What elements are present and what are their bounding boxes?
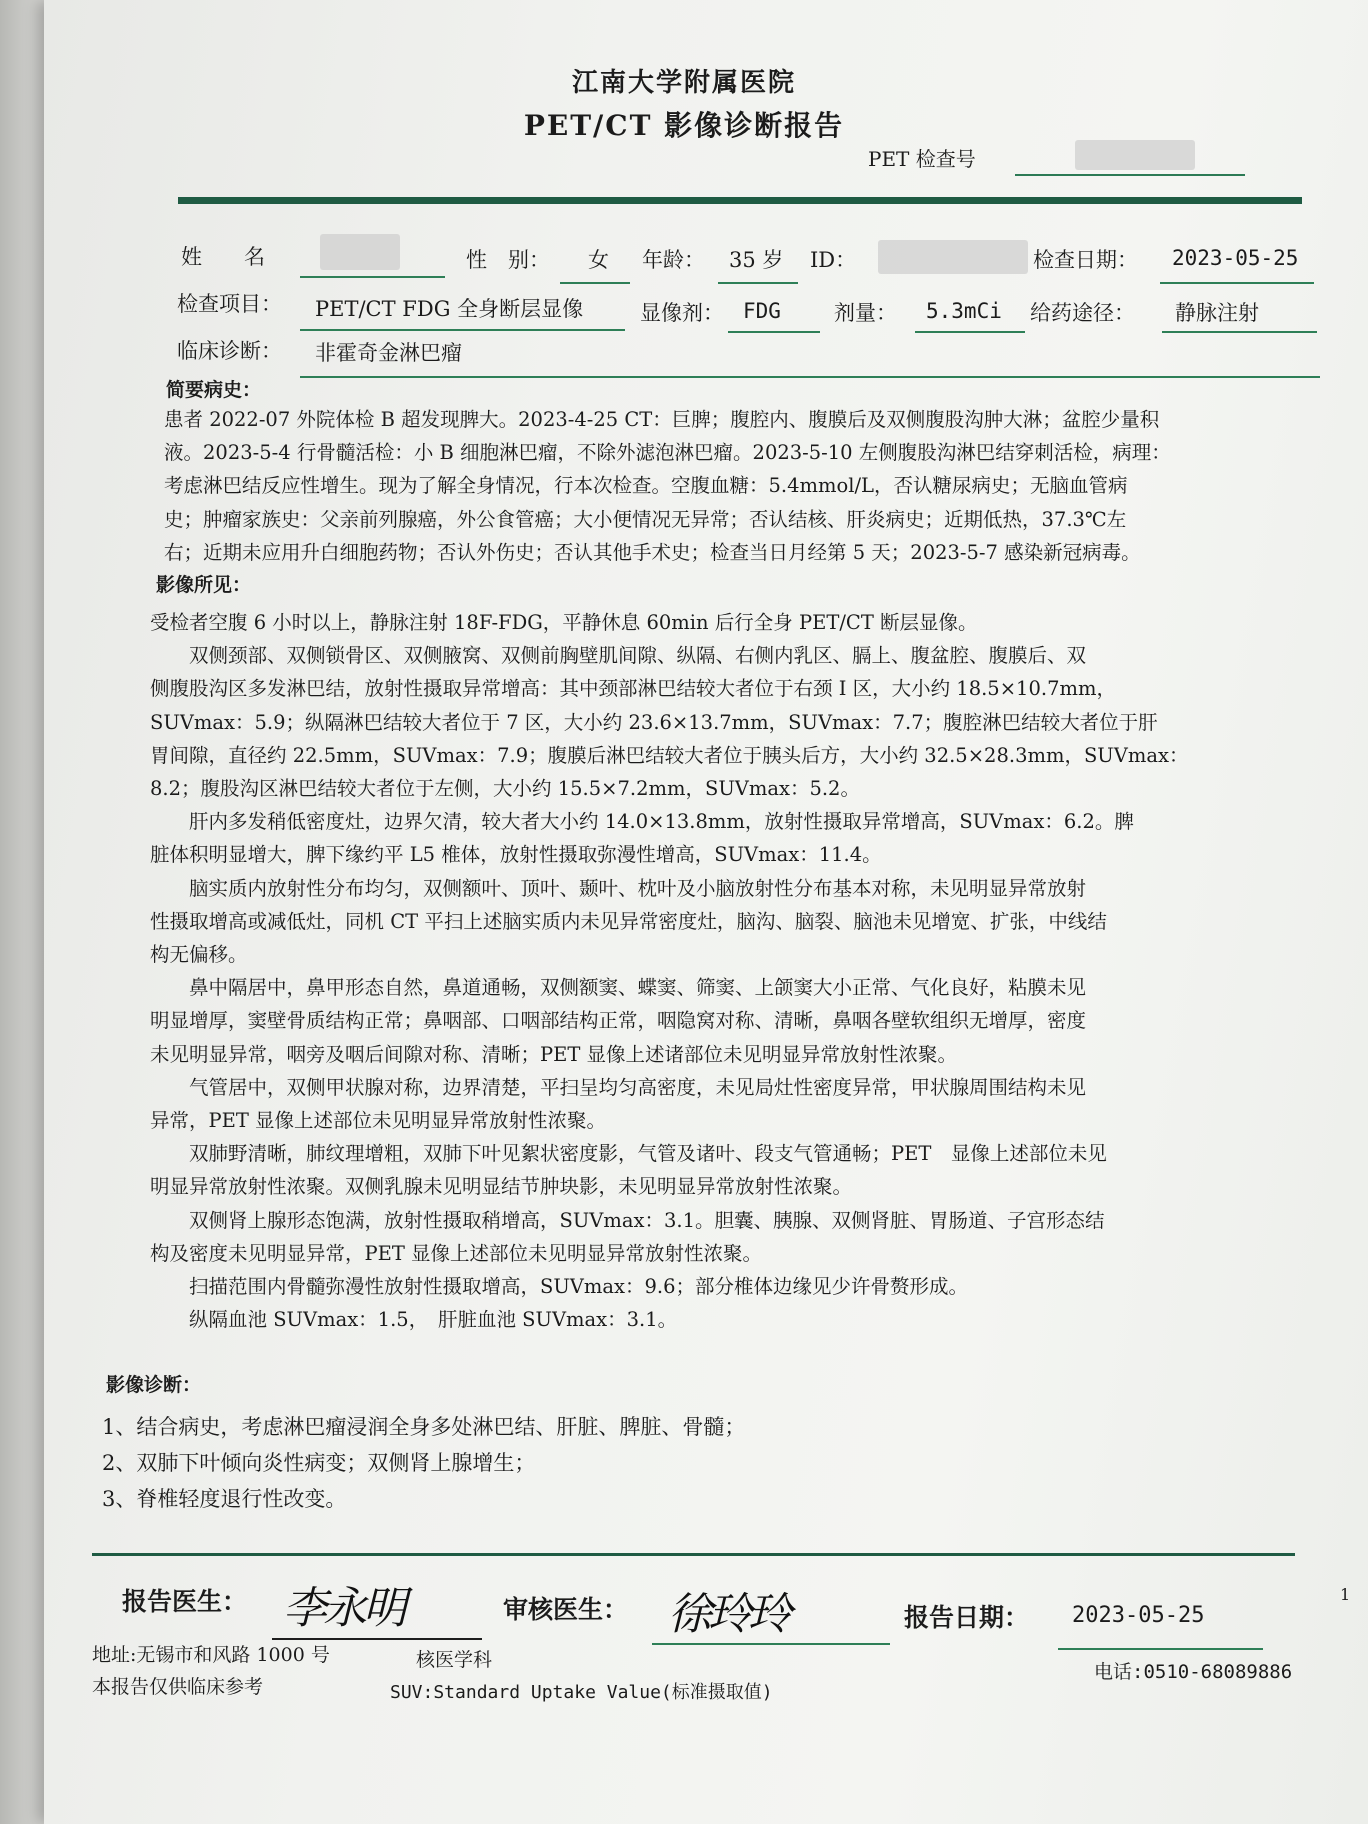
sex-underline (560, 282, 630, 284)
clinical-dx-underline (300, 376, 1320, 378)
dose-value: 5.3mCi (926, 299, 1002, 323)
name-underline (300, 276, 445, 278)
text-line: 考虑淋巴结反应性增生。现为了解全身情况，行本次检查。空腹血糖：5.4mmol/L，否认糖尿病史；无脑血管病 (164, 474, 1128, 498)
reporter-signature: 李永明 (283, 1583, 403, 1634)
text-line: 构及密度未见明显异常，PET 显像上述部位未见明显异常放射性浓聚。 (150, 1241, 763, 1265)
exam-date-underline (1160, 282, 1314, 284)
pet-no-redacted (1015, 138, 1245, 176)
name-label: 姓 名 (181, 245, 265, 269)
exam-item-label: 检查项目： (177, 292, 282, 316)
agent-label: 显像剂： (640, 301, 724, 325)
history-body (164, 403, 1334, 569)
age-value: 35 岁 (729, 248, 784, 272)
reviewer-signature: 徐玲玲 (668, 1589, 788, 1640)
diagnosis-item: 1、结合病史，考虑淋巴瘤浸润全身多处淋巴结、肝脏、脾脏、骨髓； (102, 1415, 746, 1439)
findings-heading: 影像所见： (156, 574, 252, 596)
text-line: 史；肿瘤家族史：父亲前列腺癌，外公食管癌；大小便情况无异常；否认结核、肝炎病史；近期低热，37.3℃左 (164, 507, 1127, 531)
text-line: 气管居中，双侧甲状腺对称，边界清楚，平扫呈均匀高密度，未见局灶性密度异常，甲状腺周围结构未见 (150, 1075, 1087, 1099)
text-line: 未见明显异常，咽旁及咽后间隙对称、清晰；PET 显像上述诸部位未见明显异常放射性浓聚。 (150, 1042, 958, 1066)
suv-note: SUV:Standard Uptake Value(标准摄取值) (390, 1682, 773, 1703)
agent-underline (728, 331, 820, 333)
exam-item-value: PET/CT FDG 全身断层显像 (315, 297, 584, 321)
diagnosis-item: 2、双肺下叶倾向炎性病变；双侧肾上腺增生； (102, 1451, 536, 1475)
text-line: 脑实质内放射性分布均匀，双侧额叶、顶叶、颞叶、枕叶及小脑放射性分布基本对称，未见明显异常放射 (150, 876, 1087, 900)
text-line: 鼻中隔居中，鼻甲形态自然，鼻道通畅，双侧额窦、蝶窦、筛窦、上颌窦大小正常、气化良好，粘膜未见 (150, 976, 1087, 1000)
report-date-value: 2023-05-25 (1072, 1603, 1205, 1628)
text-line: 纵隔血池 SUVmax：1.5， 肝脏血池 SUVmax：3.1。 (150, 1308, 678, 1332)
text-line: 胃间隙，直径约 22.5mm，SUVmax：7.9；腹膜后淋巴结较大者位于胰头后方，大小约 32.5×28.3mm，SUVmax： (150, 743, 1189, 767)
redaction-blur (1075, 140, 1195, 170)
findings-body (150, 606, 1340, 1336)
hospital-name: 江南大学附属医院 (571, 68, 796, 98)
folder-binding (0, 0, 44, 1824)
sex-value: 女 (588, 248, 609, 272)
dose-label: 剂量： (834, 301, 897, 325)
name-redacted (320, 234, 400, 270)
reviewer-sign-line (652, 1643, 890, 1645)
reporter-label: 报告医生： (122, 1587, 248, 1616)
id-redacted (878, 240, 1028, 274)
text-line: 患者 2022-07 外院体检 B 超发现脾大。2023-4-25 CT：巨脾；腹腔内、腹膜后及双侧腹股沟肿大淋；盆腔少量积 (164, 408, 1160, 431)
text-line: 右；近期未应用升白细胞药物；否认外伤史；否认其他手术史；检查当日月经第 5 天；2023-5-7 感染新冠病毒。 (164, 540, 1141, 564)
exam-item-underline (300, 329, 625, 331)
age-underline (718, 282, 798, 284)
agent-value: FDG (743, 299, 781, 323)
phone: 电话:0510-68089886 (1094, 1661, 1293, 1683)
text-line: 异常，PET 显像上述部位未见明显异常放射性浓聚。 (150, 1109, 607, 1133)
history-heading: 简要病史： (166, 379, 262, 401)
age-label: 年龄： (642, 248, 705, 272)
diagnosis-heading: 影像诊断： (106, 1374, 202, 1396)
route-label: 给药途径： (1030, 301, 1135, 325)
text-line: 脏体积明显增大，脾下缘约平 L5 椎体，放射性摄取弥漫性增高，SUVmax：11.4。 (150, 843, 882, 867)
text-line: 明显增厚，窦壁骨质结构正常；鼻咽部、口咽部结构正常，咽隐窝对称、清晰，鼻咽各壁软组织无增厚，密度 (150, 1009, 1087, 1033)
disclaimer: 本报告仅供临床参考 (92, 1676, 264, 1698)
text-line: 双侧颈部、双侧锁骨区、双侧腋窝、双侧前胸壁肌间隙、纵隔、右侧内乳区、膈上、腹盆腔、腹膜后、双 (150, 644, 1087, 668)
route-underline (1162, 331, 1317, 333)
text-line: 双肺野清晰，肺纹理增粗，双肺下叶见絮状密度影，气管及诸叶、段支气管通畅；PET 显像上述部位未见 (150, 1142, 1107, 1166)
text-line: 扫描范围内骨髓弥漫性放射性摄取增高，SUVmax：9.6；部分椎体边缘见少许骨赘形成。 (150, 1275, 969, 1299)
report-date-label: 报告日期： (904, 1603, 1030, 1632)
clinical-dx-value: 非霍奇金淋巴瘤 (315, 341, 462, 365)
text-line: 肝内多发稍低密度灶，边界欠清，较大者大小约 14.0×13.8mm，放射性摄取异常增高，SUVmax：6.2。脾 (150, 810, 1134, 834)
clinical-dx-label: 临床诊断： (177, 339, 282, 363)
report-title: PET/CT 影像诊断报告 (523, 109, 845, 142)
text-line: 双侧肾上腺形态饱满，放射性摄取稍增高，SUVmax：3.1。胆囊、胰腺、双侧肾脏、胃肠道、子宫形态结 (150, 1208, 1105, 1232)
page-number: 1 (1340, 1585, 1351, 1604)
text-line: 受检者空腹 6 小时以上，静脉注射 18F-FDG，平静休息 60min 后行全身 PET/CT 断层显像。 (150, 611, 978, 634)
id-label: ID： (810, 248, 857, 272)
report-date-line (1058, 1648, 1263, 1650)
text-line: 液。2023-5-4 行骨髓活检：小 B 细胞淋巴瘤，不除外滤泡淋巴瘤。2023-5-10 左侧腹股沟淋巴结穿刺活检，病理： (164, 441, 1171, 465)
text-line: SUVmax：5.9；纵隔淋巴结较大者位于 7 区，大小约 23.6×13.7mm，SUVmax：7.7；腹腔淋巴结较大者位于肝 (150, 710, 1158, 734)
diagnosis-item: 3、脊椎轻度退行性改变。 (102, 1487, 347, 1511)
text-line: 明显异常放射性浓聚。双侧乳腺未见明显结节肿块影，未见明显异常放射性浓聚。 (150, 1175, 853, 1199)
exam-date-value: 2023-05-25 (1172, 246, 1299, 270)
sex-label: 性 别： (466, 248, 550, 272)
header-divider (178, 197, 1302, 204)
dose-underline (915, 331, 1025, 333)
footer-divider (92, 1553, 1295, 1556)
department: 核医学科 (416, 1649, 493, 1671)
reviewer-label: 审核医生： (503, 1595, 629, 1624)
pet-no-label: PET 检查号 (868, 147, 976, 171)
address: 地址:无锡市和风路 1000 号 (92, 1644, 330, 1666)
text-line: 构无偏移。 (150, 943, 248, 967)
route-value: 静脉注射 (1175, 301, 1259, 325)
exam-date-label: 检查日期： (1033, 248, 1138, 272)
text-line: 8.2；腹股沟区淋巴结较大者位于左侧，大小约 15.5×7.2mm，SUVmax：5.2。 (150, 777, 860, 801)
text-line: 侧腹股沟区多发淋巴结，放射性摄取异常增高：其中颈部淋巴结较大者位于右颈 I 区，大小约 18.5×10.7mm， (150, 677, 1116, 701)
text-line: 性摄取增高或减低灶，同机 CT 平扫上述脑实质内未见异常密度灶，脑沟、脑裂、脑池未见增宽、扩张，中线结 (150, 909, 1107, 933)
